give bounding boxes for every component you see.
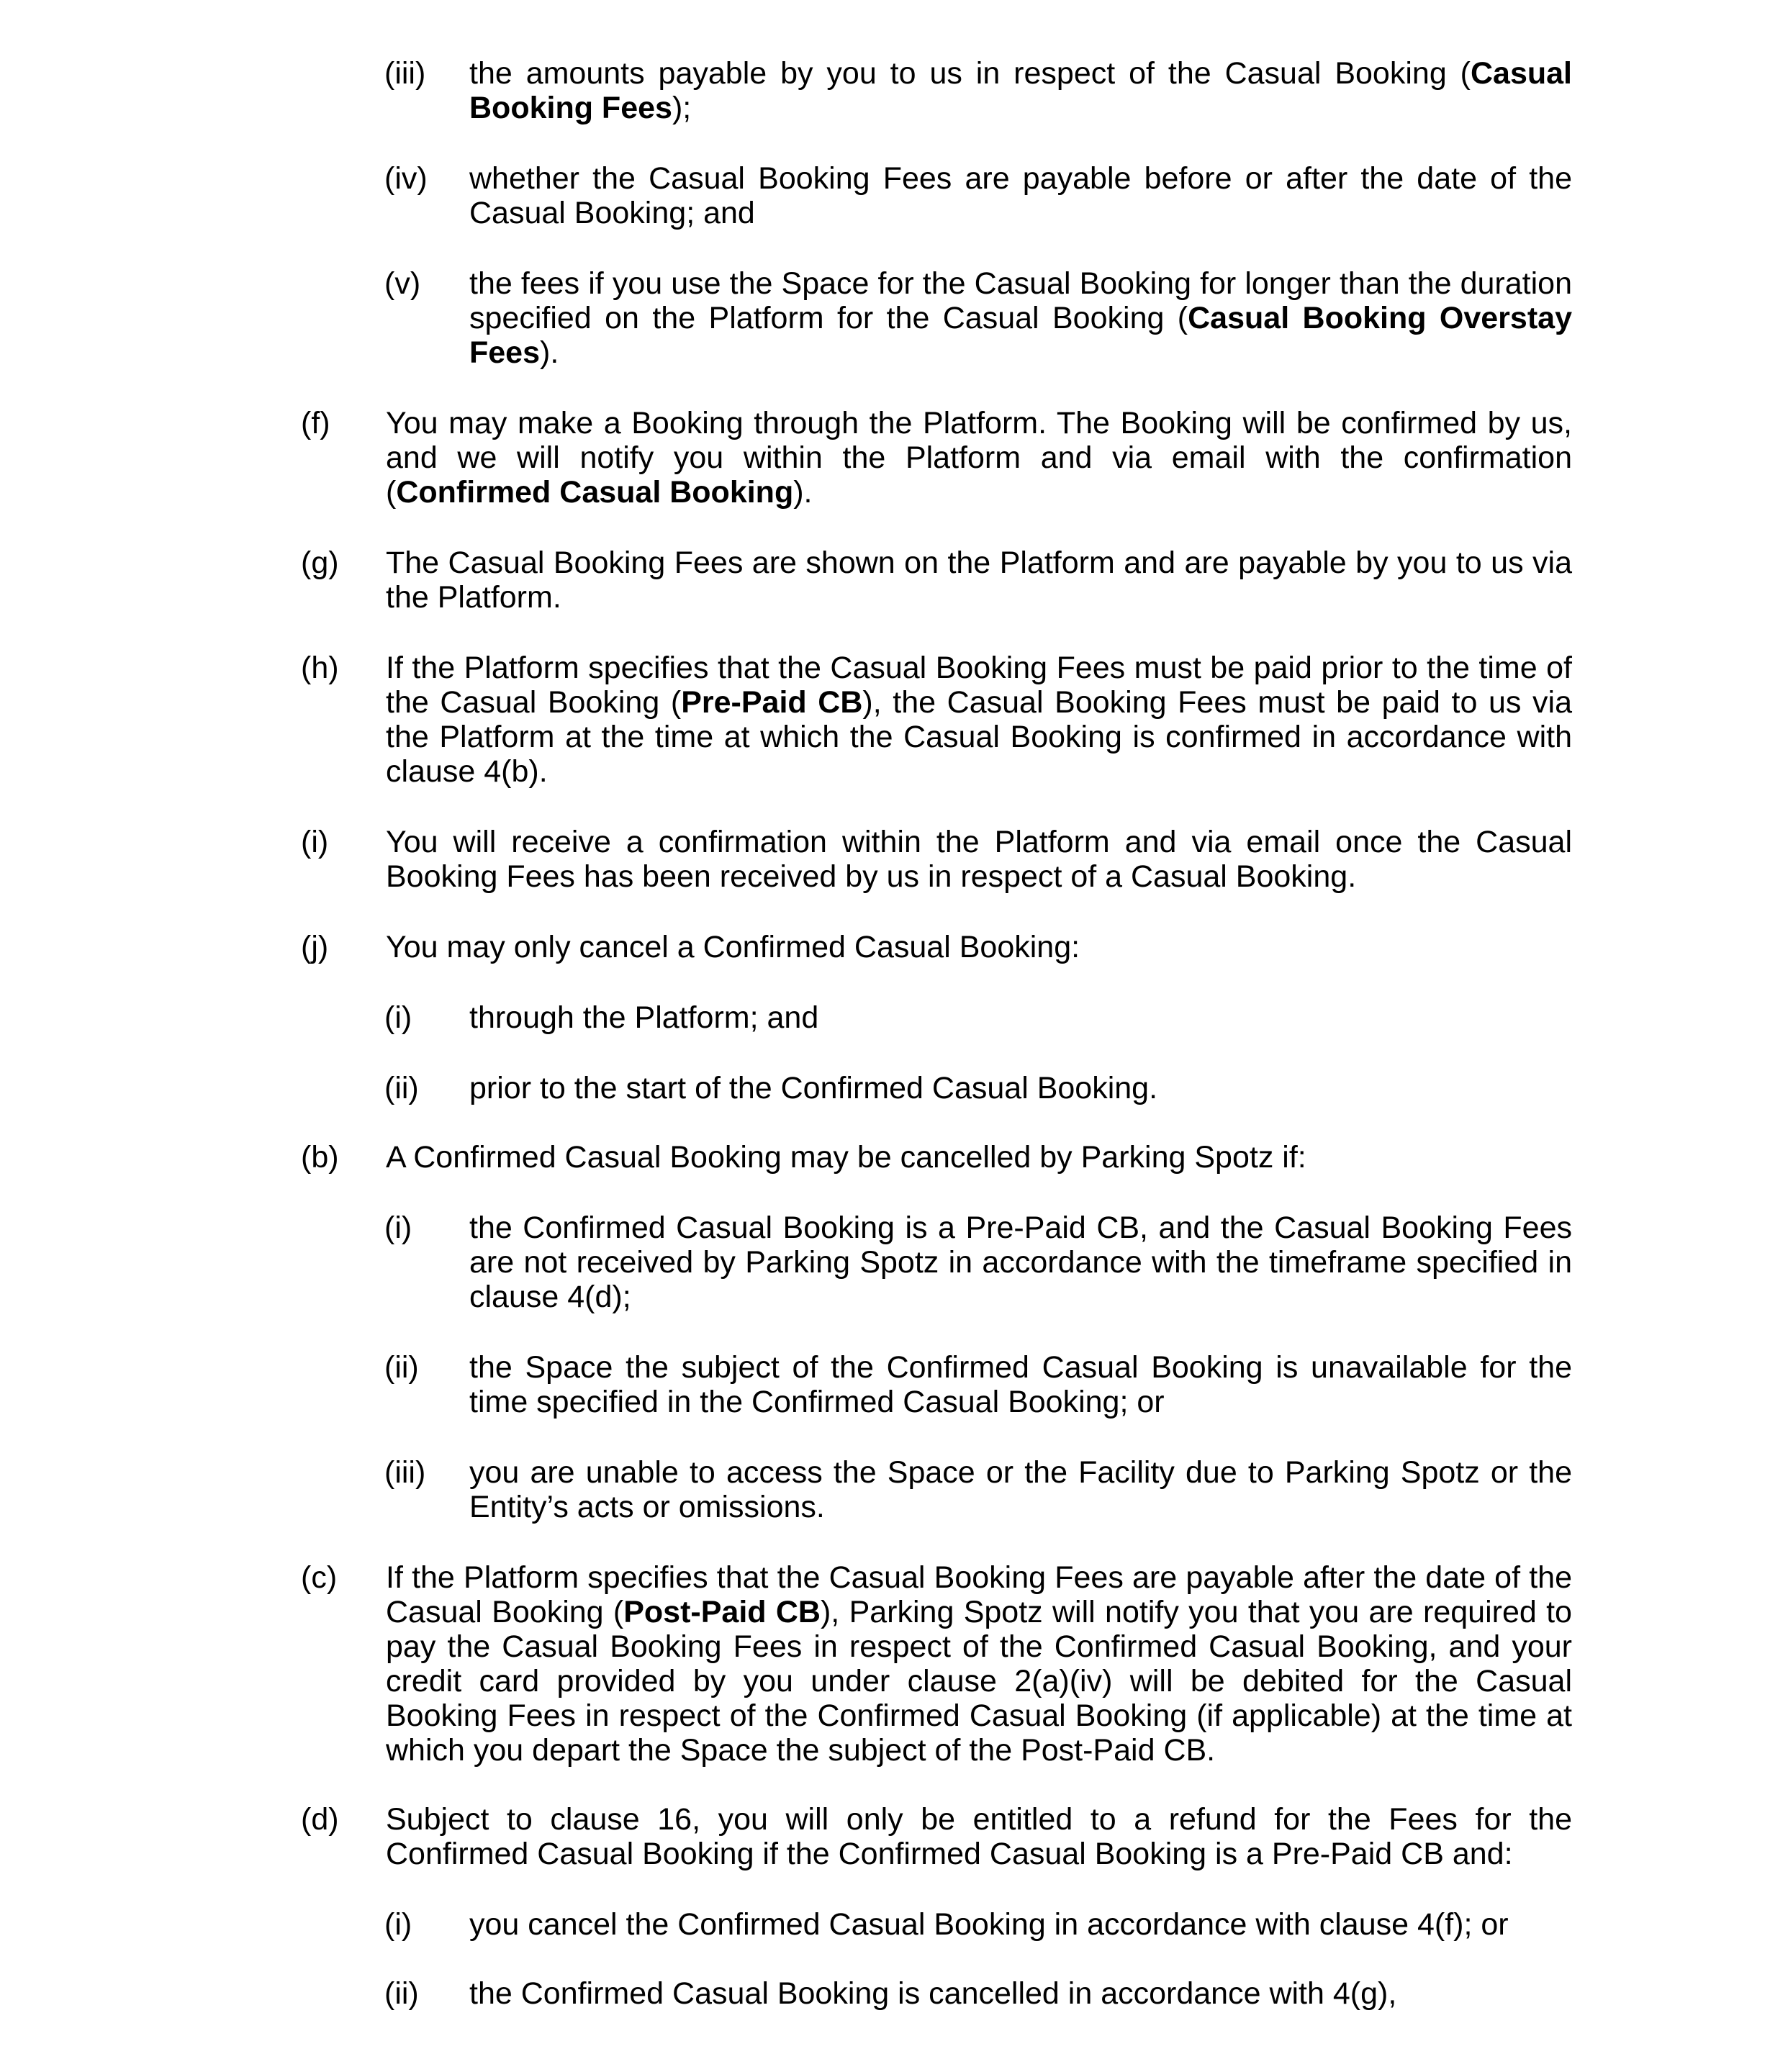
clause-number: (c) [301,1560,338,1595]
clause-text: the Space the subject of the Confirmed Casual Booking is unavailable for the time specified in the Confirmed Casual Booking; or [469,1350,1572,1419]
clause-text: you are unable to access the Space or the Facility due to Parking Spotz or the Entity’s acts or omissions. [469,1455,1572,1524]
clause-b-iii [384,1455,1572,1524]
clause-number: (b) [301,1140,339,1175]
clause-text: If the Platform specifies that the Casual Booking Fees must be paid prior to the time of the Casual Booking (Pre-Paid CB), the Casual Booking Fees must be paid to us via the Platform at the time at which the Casual Booking is confirmed in accordance with clause 4(b). [386,651,1572,789]
clause-e-iii [384,56,1572,125]
clause-d [301,1802,1572,1871]
defined-term: Post-Paid CB [623,1595,821,1629]
clause-text: whether the Casual Booking Fees are payable before or after the date of the Casual Booking; and [469,161,1572,230]
clause-d-i [384,1907,1572,1942]
clause-text: through the Platform; and [469,1000,819,1035]
defined-term: Casual Booking Overstay Fees [469,301,1572,370]
clause-text: the fees if you use the Space for the Casual Booking for longer than the duration specified on the Platform for the Casual Booking (Casual Booking Overstay Fees). [469,266,1572,370]
clause-text: prior to the start of the Confirmed Casual Booking. [469,1071,1158,1105]
clause-number: (g) [301,546,339,580]
clause-j-i [384,1000,1572,1035]
clause-number: (d) [301,1802,339,1837]
clause-j-ii [384,1071,1572,1105]
clause-text: You will receive a confirmation within the Platform and via email once the Casual Booking Fees has been received by us in respect of a Casual Booking. [386,825,1572,894]
defined-term: Casual Booking Fees [469,56,1572,125]
clause-text: The Casual Booking Fees are shown on the Platform and are payable by you to us via the Platform. [386,546,1572,615]
clause-text: the Confirmed Casual Booking is a Pre-Paid CB, and the Casual Booking Fees are not received by Parking Spotz in accordance with the timeframe specified in clause 4(d); [469,1211,1572,1314]
clause-number: (i) [384,1000,412,1035]
clause-number: (i) [384,1211,412,1245]
clause-number: (ii) [384,1976,419,2011]
clause-number: (i) [384,1907,412,1942]
clause-e-v [384,266,1572,370]
clause-text: You may only cancel a Confirmed Casual Booking: [386,930,1080,964]
clause-number: (ii) [384,1350,419,1385]
defined-term: Pre-Paid CB [681,685,863,720]
clause-j [301,930,1572,964]
clause-number: (iv) [384,161,428,196]
clause-text: A Confirmed Casual Booking may be cancelled by Parking Spotz if: [386,1140,1306,1175]
clause-b-ii [384,1350,1572,1419]
defined-term: Confirmed Casual Booking [396,475,794,510]
clause-number: (iii) [384,56,426,91]
clause-text: the amounts payable by you to us in respect of the Casual Booking (Casual Booking Fees); [469,56,1572,125]
clause-number: (j) [301,930,329,964]
clause-c [301,1560,1572,1768]
clause-number: (i) [301,825,329,859]
clause-b [301,1140,1572,1175]
clause-b-i [384,1211,1572,1314]
clause-h [301,651,1572,789]
clause-text: Subject to clause 16, you will only be entitled to a refund for the Fees for the Confirmed Casual Booking if the Confirmed Casual Booking is a Pre-Paid CB and: [386,1802,1572,1871]
clause-i [301,825,1572,894]
clause-number: (f) [301,406,330,440]
clause-text: If the Platform specifies that the Casual Booking Fees are payable after the date of the Casual Booking (Post-Paid CB), Parking Spotz will notify you that you are required to pay the Casual Booking Fees in respect of the Confirmed Casual Booking, and your credit card provided by you under clause 2(a)(iv) will be debited for the Casual Booking Fees in respect of the Confirmed Casual Booking (if applicable) at the time at which you depart the Space the subject of the Post-Paid CB. [386,1560,1572,1768]
clause-e-iv [384,161,1572,230]
clause-f [301,406,1572,510]
clause-g [301,546,1572,615]
clause-text: you cancel the Confirmed Casual Booking in accordance with clause 4(f); or [469,1907,1509,1942]
clause-number: (ii) [384,1071,419,1105]
clause-number: (v) [384,266,421,301]
clause-text: the Confirmed Casual Booking is cancelled in accordance with 4(g), [469,1976,1397,2011]
clause-d-ii [384,1976,1572,2011]
clause-number: (iii) [384,1455,426,1490]
clause-number: (h) [301,651,339,685]
clause-text: You may make a Booking through the Platform. The Booking will be confirmed by us, and we will notify you within the Platform and via email with the confirmation (Confirmed Casual Booking). [386,406,1572,510]
